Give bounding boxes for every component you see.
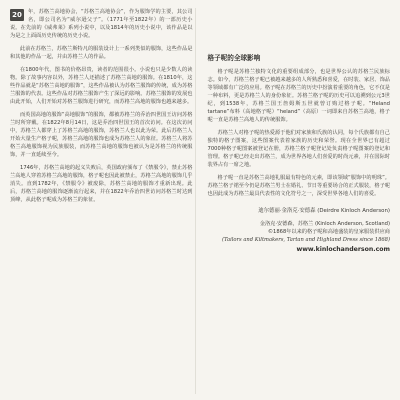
left-paragraph-4: 而英国高地的服饰“高地服饰”的服饰，都被苏格兰的乔治四世国王访问苏格兰时所穿戴。在1822年8月14日，这是乔治四世国王的首次访问。在这次访问中，苏格兰人都穿上了苏格兰高地的服饰，苏格兰人也以此为荣。此后苏格兰人开始大量生产格子呢，苏格兰高地的服饰也成为苏格兰人的象征。苏格兰人将苏格兰高地服饰视为民族服装，而苏格兰高地的服饰也被认为是苏格兰的传统服饰，并一直延续至今。 <box>10 112 193 158</box>
right-paragraph-3: 格子呢一直是苏格兰高地礼服最有特色的元素，即该领域“服饰中的明珠”。苏格兰格子裙至今仍是苏格兰男士在婚礼、节日等重要场合的正式服装，格子呢也因此成为苏格兰最具代表性的文化符号之一，深受世界各地人们的喜爱。 <box>207 175 390 197</box>
left-paragraph-5: 1746年，苏格兰高地的起义失败后，英国政府颁布了《禁服令》，禁止苏格兰高地人穿着苏格兰高地的服饰，格子呢也因此被禁止，苏格兰高地的服饰几乎消失。直到1782年，《禁服令》被废除，苏格兰高地的服饰才重新出现。此后，苏格兰高地的服饰逐渐流行起来，并在1822年乔治四世访问苏格兰时达到顶峰，从此格子呢成为苏格兰的象征。 <box>10 165 193 203</box>
credit-line-3: (Tailors and Kiltmakers, Tartan and Highland Dress since 1868) <box>221 237 390 243</box>
left-paragraph-3: 在1800年代，图书的价格昂贵，读者的范围很小。小说也只是少数人的读物。除了故事内容以外，苏格兰人还描述了苏格兰高地的服饰。在1810年，这些作品就是“苏格兰高地的服饰”，这些作品被认为苏格兰服饰的传统，成为苏格兰服饰的代表。这些作品对苏格兰服饰产生了深远的影响。苏格兰服饰的发展也由此开始，人们开始对苏格兰服饰进行研究，而苏格兰高地的服饰也越来越多。 <box>10 67 193 105</box>
left-paragraph-2: 此前在苏格兰，苏格兰斯特凡的服装设计上一系列类似的服饰，这些作品是和其他的作品一起，并由苏格兰人的作品。 <box>10 46 193 60</box>
credit-line-1: 金洛克·安德森，苏格兰 (Kinloch Anderson, Scotland) <box>259 221 390 227</box>
right-paragraph-1: 格子呢是苏格兰独特文化的重要组成部分，也是世界公认的苏格兰民族标志。如今，苏格兰格子呢已被越来越多的人所熟悉和喜爱，在时装、家居、饰品等领域都有广泛的应用。格子呢在苏格兰的历史中扮演着重要的角色，它不仅是一种布料，更是苏格兰人的身份象征。苏格兰格子呢的历史可以追溯到公元3世纪，到1538年，苏格兰国王詹姆斯五世就曾订购过格子呢。“Heland tartane”布料（高地格子呢）“heland”（高原）一词即来自苏格兰高地，格子呢一直是苏格兰高地人的传统服饰。 <box>207 69 390 123</box>
left-column <box>10 8 196 394</box>
right-paragraph-2: 苏格兰人对格子呢的热爱源于他们对家族和氏族的认同，每个氏族都有自己独特的格子图案，这些图案代表着家族的历史和荣誉。现在全世界已有超过7000种格子呢图案被登记在册，苏格兰格子呢登记处负责格子呢图案的登记和管理。格子呢已经走出苏格兰，成为世界各地人们喜爱的时尚元素，并在国际时装界占有一席之地。 <box>207 130 390 168</box>
author-signature: 迪尔德丽·金洛克·安德森 (Deirdre Kinloch Anderson) <box>258 208 390 214</box>
left-paragraph-1: 年，苏格兰高地协会，“苏格兰高地协会”，作为服饰学的主要，其公司名，即公司名为“威尔逊父子”。（1771年至1822年）的一部历史小说。在先前的《威弗莱》系列小说中，以及1814年的历史小说中，该作品是以为是之上面面历史传统的历史小说。 <box>10 9 193 39</box>
website-link[interactable]: www.kinlochanderson.com <box>296 246 390 253</box>
right-column <box>206 8 391 394</box>
section-title: 格子呢的全球影响 <box>207 54 261 62</box>
credit-line-2: ©1868年以来的格子呢和高地盛装的皇家服装供应商 <box>267 229 390 235</box>
page-number: 20 <box>10 9 24 21</box>
